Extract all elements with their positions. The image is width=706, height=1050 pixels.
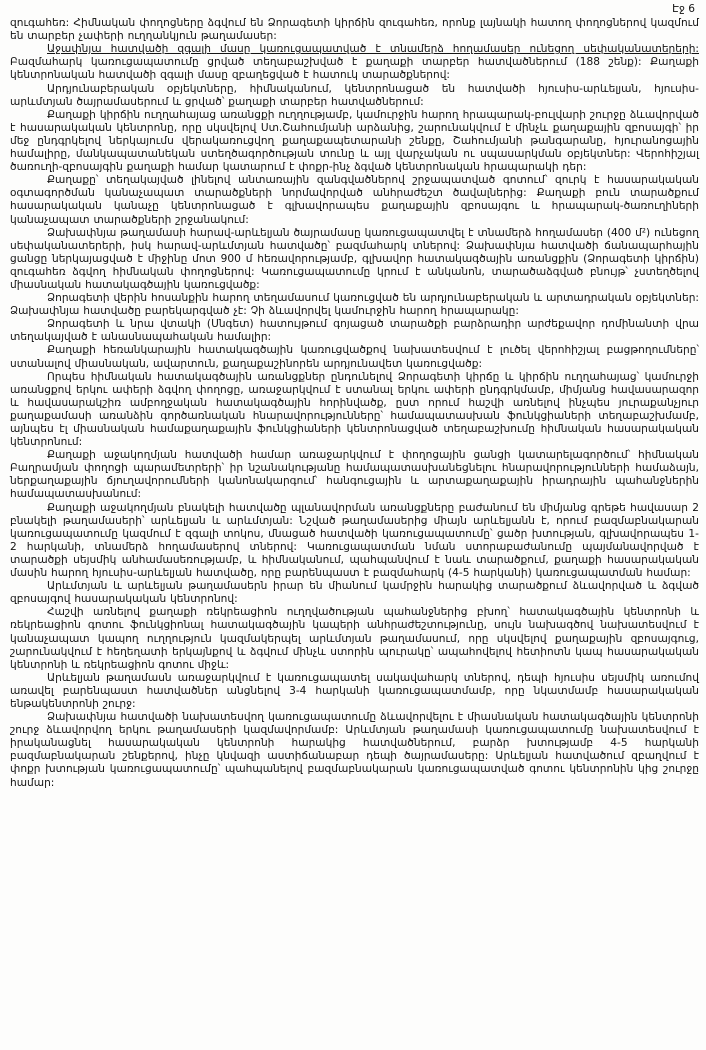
paragraph: Արդյունաբերական օբյեկտները, հիմնականում, կենտրոնացած են հատվածի հյուսիս-արևելյան, հյուսիս-արևմտյան ծայրամասերում և ցրված՝ քաղաքի տարբեր հատվածներում: <box>10 82 699 108</box>
paragraph: զուգահեռ: Հիմնական փողոցները ձգվում են Ձորագետի կիրճին զուգահեռ, որոնք լայնակի հատող փողոցներով կազմում են տարբեր չափերի ուղղանկյուն թաղամասեր: <box>10 17 699 43</box>
paragraph: Քաղաքի աջակողմյան բնակելի հատվածը պլանավորման առանցքները բաժանում են միմյանց գրեթե հավասար 2 բնակելի թաղամասերի՝ արևելյան և արևմտյան: Նշված թաղամասերից միայն արևելյանն է, որում բազմաբնակարան կառուցապատումը կազմում է զգալի տոկոս, մնացած հատվածի կառուցապատումը՝ ցածր խտության, գլխավորապես 1-2 հարկանի, տնամերձ հողամասերով տներով: Կառուցապատման նման ստորաբաժանումը պայմանավորված է տարածքի սեյսմիկ անհամասեռությամբ, և հիմնականում, պահպանվում է նաև տարածքում, քաղաքի հասարակական մասին հարող հյուսիս-արևելյան հատվածը, որը բարենպաստ է բազմահարկ (4-5 հարկանի) կառուցապատման համար: <box>10 501 699 580</box>
paragraph: Արևելյան թաղամասն առաջարկվում է կառուցապատել սակավահարկ տներով, դեպի հյուսիս սեյսմիկ առումով առավել բարենպաստ հատվածներ անցնելով 3-4 հարկանի կառուցապատմամբ, որը նկատմամբ հասարակական ենթակենտրոնի շուրջ: <box>10 671 699 710</box>
underlined-lead: Աջափնյա հատվածի զգալի մասը կառուցապատված է տնամերձ հողամասեր ունեցող սեփականատերերի: <box>47 43 699 56</box>
paragraph: Քաղաքը՝ տեղակայված լինելով անտառային զանգվածներով շրջապատված գոտում՝ զուրկ է հասարակական օգտագործման կանաչապատ տարածքների նորմավորված անհրաժեշտ ծավալներից: Քաղաքի բուն տարածքում հասարակական կանաչը կենտրոնացած է գլխավորապես քաղաքային զբոսայգու և հրապարակ-ծառուղիների կանաչապատ տարածքների շրջանակում: <box>10 174 699 226</box>
paragraph: Քաղաքի կիրճին ուղղահայաց առանցքի ուղղությամբ, կամուրջին հարող հրապարակ-բուլվարի շուրջը ձևավորված է հասարակական կենտրոնը, որը սկսվելով Ստ.Շահումյանի արձանից, շարունակվում է մինչև քաղաքային զբոսայգի՝ իր մեջ ընդգրկելով ներկայումս վերակառուցվող քաղաքապետարանի շենքը, Շահումյանի թանգարանը, հյուրանոցային համալիրը, մանկապատանեկան ստեղծագործության տունը և այլ վարչական ու սպասարկման օբյեկտներ: Վերոհիշյալ ծառուղի-զբոսայգին քաղաքի համար կատարում է փոքր-ինչ ձգված կենտրոնական հրապարակի դեր: <box>10 108 699 174</box>
paragraph <box>10 43 699 82</box>
paragraph-text: Բազմահարկ կառուցապատումը ցրված տեղաբաշխված է քաղաքի տարբեր հատվածներում (188 շենք): Քաղաքի կենտրոնական հատվածի զգալի մասը զբաղեցված է հատուկ տարածքներով: <box>10 56 699 82</box>
paragraph: Ձախափնյա թաղամասի հարավ-արևելյան ծայրամասը կառուցապատվել է տնամերձ հողամասեր (400 մ²) ունեցող սեփականատերերի, իսկ հարավ-արևմտյան հատվածը՝ բազմահարկ տներով: Ձախափնյա հատվածի ճանապարհային ցանցը ներկայացված է միջինը մոտ 900 մ հեռավորությամբ, գլխավոր հատակագծային առանցքին (Ձորագետի կիրճին) զուգահեռ ձգվող հիմնական փողոցներով: Կառուցապատումը կրում է անկանոն, տարածաձգված բնույթ՝ չստեղծելով միասնական հատակագծային կառուցվածք: <box>10 226 699 291</box>
paragraph: Քաղաքի հեռանկարային հատակագծային կառուցվածքով նախատեսվում է լուծել վերոհիշյալ բացթողումները՝ ստանալով միասնական, ավարտուն, քաղաքաշինորեն արդյունավետ կառուցվածք: <box>10 344 699 370</box>
paragraph: Ձորագետի վերին հոսանքին հարող տեղամասում կառուցված են արդյունաբերական և արտադրական օբյեկտներ: Ձախափնյա հատվածը բարեկարգված չէ: Չի ձևավորվել կամուրջին հարող հրապարակը: <box>10 292 699 318</box>
paragraph: Արևմտյան և արևելյան թաղամասերն իրար են միանում կամրջին հարակից տարածքում ձևավորված և ձգված զբոսայգով հասարակական կենտրոնով: <box>10 580 699 606</box>
paragraph: Ձորագետի և նրա վտակի (Սնգետ) հատույթում գոյացած տարածքի բարձրադիր արժեքավոր դոմինանտի վրա տեղակայված է անասնապահական համալիր: <box>10 318 699 344</box>
paragraph: Ձախափնյա հատվածի նախատեսվող կառուցապատումը ձևավորվելու է միասնական հատակագծային կենտրոնի շուրջ ձևավորվող երկու թաղամասերի կազմավորմամբ: Արևմտյան թաղամասի կառուցապատումը նախատեսվում է իրականացնել հասարակական կենտրոնի հարակից հատվածներում, բարձր խտությամբ 4-5 հարկանի բազմաբնակարան շենքերով, ինչը կնվազի աստիճանաբար դեպի ծայրամասերը: Արևելյան հատվածում զբաղվում է փոքր խտության կառուցապատումը՝ պահպանելով բազմաբնակարան կառուցապատված գոտու կենտրոնին կից շուրջը համար: <box>10 711 699 789</box>
paragraph: Հաշվի առնելով քաղաքի ռեկրեացիոն ուղղվածության պահանջներից բխող՝ հատակագծային կենտրոնի և ռեկրեացիոն գոտու ֆունկցիոնալ հատակագծային կապերի անհրաժեշտությունը, սույն նախագծով նախատեսվում է կանաչապատ կապող ուղղություն կազմակերպել արևմտյան թաղամասում, որը սկսվելով քաղաքային զբոսայգուց, շարունակվում է հեղեղատի երկայնքով և ձգվում մինչև ստորին պուրակը՝ ապահովելով հետիոտն կապ հասարակական կենտրոնի և ռեկրեացիոն գոտու միջև: <box>10 606 699 671</box>
paragraph: Քաղաքի աջակողմյան հատվածի համար առաջարկվում է փողոցային ցանցի կատարելագործում՝ հիմնական Բաղրամյան փողոցի պարամետրերի՝ իր նշանակությանը համապատասխանեցնելու հնարավորությունների համաձայն, ներքաղաքային ճյուղավորումների կանոնակարգում՝ հանգուցային և արտաքաղաքային իրադրային պահանջներին համապատասխանում: <box>10 449 699 501</box>
page-number: Էջ 6 <box>672 3 695 15</box>
paragraph: Որպես հիմնական հատակագծային առանցքներ ընդունելով Ձորագետի կիրճը և կիրճին ուղղահայաց՝ կամուրջի առանցքով երկու ափերի ձգվող փողոցը, առաջարկվում է ստանալ երկու ափերի ընդգրկմամբ, միմյանց հավասարազոր և հավասարակշիռ ամբողջական հատակագծային հորինվածք, ըստ որում հաշվի առնելով ինչպես յուրաքանչյուր քաղաքամասի առանձին գործառնական հնարավորությունները՝ համապատասխան ֆունկցիաների տեղաբաշխմամբ, այնպես էլ միասնական համաքաղաքային ֆունկցիաների կենտրոնացված տեղաբաշխումը հիմնական հասարակական կենտրոնում: <box>10 370 699 449</box>
